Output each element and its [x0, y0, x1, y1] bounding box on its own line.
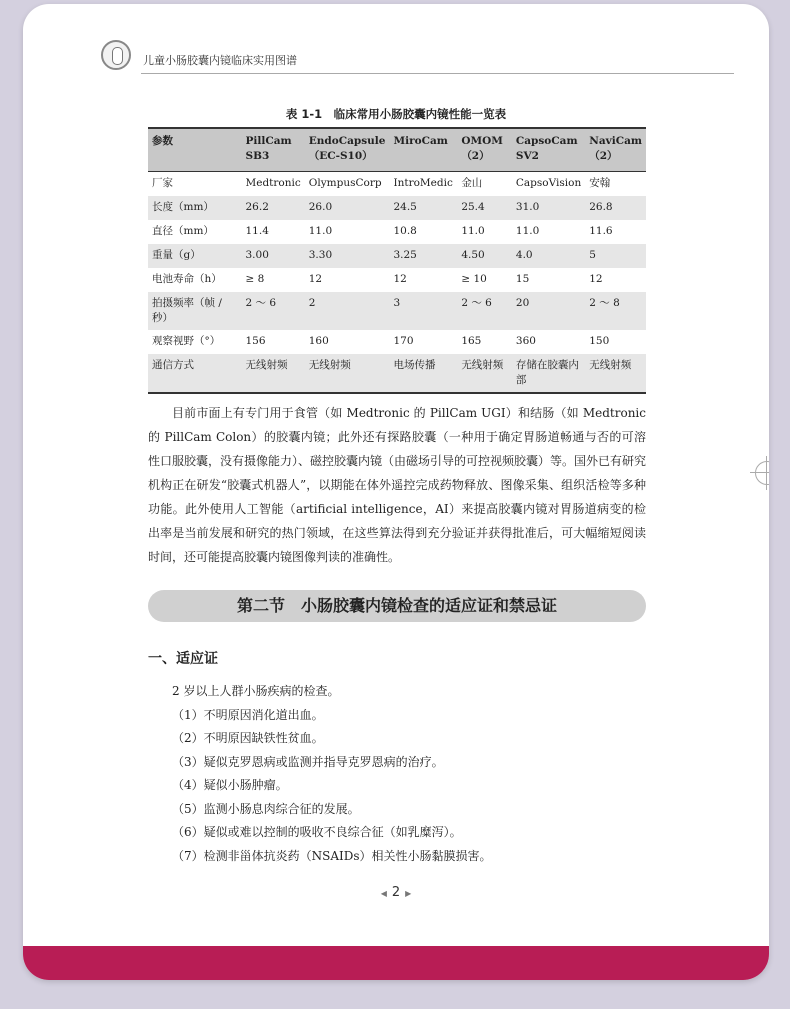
- table-cell: 26.0: [305, 196, 390, 220]
- table-cell: 3.30: [305, 244, 390, 268]
- section-heading: 第二节 小肠胶囊内镜检查的适应证和禁忌证: [148, 590, 646, 622]
- table-cell: 11.0: [308, 225, 333, 237]
- previous-page-icon: ◀: [380, 889, 387, 898]
- table-cell: 2 ～ 8: [585, 292, 646, 330]
- table-cell: 3.25: [389, 244, 457, 268]
- row-label: 观察视野（°）: [152, 335, 221, 347]
- column-header: PillCam SB3: [242, 128, 305, 172]
- list-item: （6）疑似或难以控制的吸收不良综合征（如乳糜泻）。: [172, 825, 462, 839]
- page-number-value: 2: [391, 885, 401, 900]
- table-cell: 2 ～ 6: [457, 292, 512, 330]
- row-label: 电池寿命（h）: [152, 273, 222, 285]
- table-cell: 2 ～ 6: [242, 292, 305, 330]
- table-cell: OlympusCorp: [308, 177, 382, 189]
- table-row: [148, 244, 646, 268]
- table-cell: 170: [393, 335, 414, 347]
- row-label: 直径（mm）: [152, 225, 214, 237]
- next-page-icon: ▶: [405, 889, 412, 898]
- table-cell: 156: [245, 335, 266, 347]
- table-cell: 31.0: [512, 196, 585, 220]
- table-cell: 金山: [461, 177, 483, 189]
- page-number: [23, 885, 769, 900]
- table-cell: 25.4: [457, 196, 512, 220]
- table-cell: 150: [589, 335, 610, 347]
- table-cell: 11.6: [589, 225, 613, 237]
- table-cell: 电场传播: [389, 354, 457, 393]
- table-cell: 12: [393, 273, 407, 285]
- table-cell: 12: [308, 273, 323, 285]
- table-row: [148, 354, 646, 393]
- list-item: （5）监测小肠息肉综合征的发展。: [172, 801, 360, 816]
- table-cell: 5: [585, 244, 646, 268]
- table-caption: 表 1-1 临床常用小肠胶囊内镜性能一览表: [285, 107, 507, 121]
- table-cell: 存储在胶囊内部: [512, 354, 585, 393]
- table-cell: 2: [305, 292, 390, 330]
- footer-band: [23, 946, 769, 980]
- capsule-spec-table: [148, 127, 646, 394]
- table-row: [148, 196, 646, 220]
- table-cell: 20: [512, 292, 585, 330]
- table-cell: CapsoVision: [515, 177, 582, 189]
- column-header: OMOM （2）: [457, 128, 512, 172]
- list-item: （2）不明原因缺铁性贫血。: [172, 731, 324, 745]
- row-label: 长度（mm）: [148, 196, 242, 220]
- table-cell: 安翰: [589, 177, 611, 189]
- book-page: [23, 4, 769, 980]
- table-cell: 24.5: [389, 196, 457, 220]
- table-cell: 11.0: [461, 225, 485, 237]
- table-row: [148, 268, 646, 292]
- table-cell: 无线射频: [457, 354, 512, 393]
- column-header: CapsoCam SV2: [512, 128, 585, 172]
- table-cell: 11.4: [245, 225, 269, 237]
- table-cell: 26.2: [242, 196, 305, 220]
- indications-list: [172, 680, 642, 868]
- column-header: NaviCam （2）: [585, 128, 646, 172]
- crosshair-registration-icon: [755, 461, 769, 485]
- table-row: [148, 330, 646, 354]
- row-label: 拍摄频率（帧 / 秒）: [148, 292, 242, 330]
- table-cell: 165: [461, 335, 482, 347]
- table-cell: 160: [308, 335, 329, 347]
- table-cell: ≥ 10: [461, 273, 487, 285]
- table-cell: 无线射频: [305, 354, 390, 393]
- table-cell: 26.8: [585, 196, 646, 220]
- column-header: 参数: [148, 128, 242, 172]
- table-cell: 11.0: [515, 225, 540, 237]
- table-cell: ≥ 8: [245, 273, 265, 285]
- table-cell: 无线射频: [242, 354, 305, 393]
- row-label: 重量（g）: [148, 244, 242, 268]
- table-row: [148, 292, 646, 330]
- subsection-heading: 一、适应证: [148, 651, 218, 667]
- table-cell: 10.8: [393, 225, 417, 237]
- list-item: （7）检测非甾体抗炎药（NSAIDs）相关性小肠黏膜损害。: [172, 848, 492, 863]
- table-cell: 12: [589, 273, 603, 285]
- table-cell: 4.50: [457, 244, 512, 268]
- column-header: MiroCam: [389, 128, 457, 172]
- table-header-row: [148, 128, 646, 172]
- table-cell: 360: [515, 335, 536, 347]
- row-label: 通信方式: [148, 354, 242, 393]
- table-cell: 3.00: [242, 244, 305, 268]
- table-cell: 无线射频: [585, 354, 646, 393]
- table-row: [148, 172, 646, 197]
- row-label: 厂家: [152, 177, 173, 189]
- header-divider: [141, 73, 734, 74]
- list-item: （3）疑似克罗恩病或监测并指导克罗恩病的治疗。: [172, 754, 444, 769]
- table-row: [148, 220, 646, 244]
- list-item: （4）疑似小肠肿瘤。: [172, 778, 288, 792]
- table-cell: 15: [515, 273, 530, 285]
- table-cell: IntroMedic: [393, 177, 453, 189]
- table-cell: Medtronic: [245, 177, 301, 189]
- list-item: （1）不明原因消化道出血。: [172, 707, 324, 722]
- column-header: EndoCapsule （EC-S10）: [305, 128, 390, 172]
- table-cell: 3: [389, 292, 457, 330]
- list-item: 2 岁以上人群小肠疾病的检查。: [172, 684, 340, 698]
- running-header-title: 儿童小肠胶囊内镜临床实用图谱: [143, 54, 297, 67]
- body-paragraph: 目前市面上有专门用于食管（如 Medtronic 的 PillCam UGI）和结肠（如 Medtronic 的 PillCam Colon）的胶囊内镜；此外还有探路胶囊（一种用于确定胃肠道畅通与否的可溶性口服胶囊，没有摄像能力）、磁控胶囊内镜（由磁场引导的可控视频胶囊）等。国外已有研究机构正在研发“胶囊式机器人”，以期能在体外遥控完成药物释放、图像采集、组织活检等多种功能。此外使用人工智能（artificial intelligence，AI）来提高胶囊内镜对胃肠道病变的检出率是当前发展和研究的热门领域，在这些算法得到充分验证并获得批准后，可大幅缩短阅读时间，还可能提高胶囊内镜图像判读的准确性。: [148, 406, 647, 564]
- book-logo-icon: [101, 40, 131, 70]
- table-cell: 4.0: [512, 244, 585, 268]
